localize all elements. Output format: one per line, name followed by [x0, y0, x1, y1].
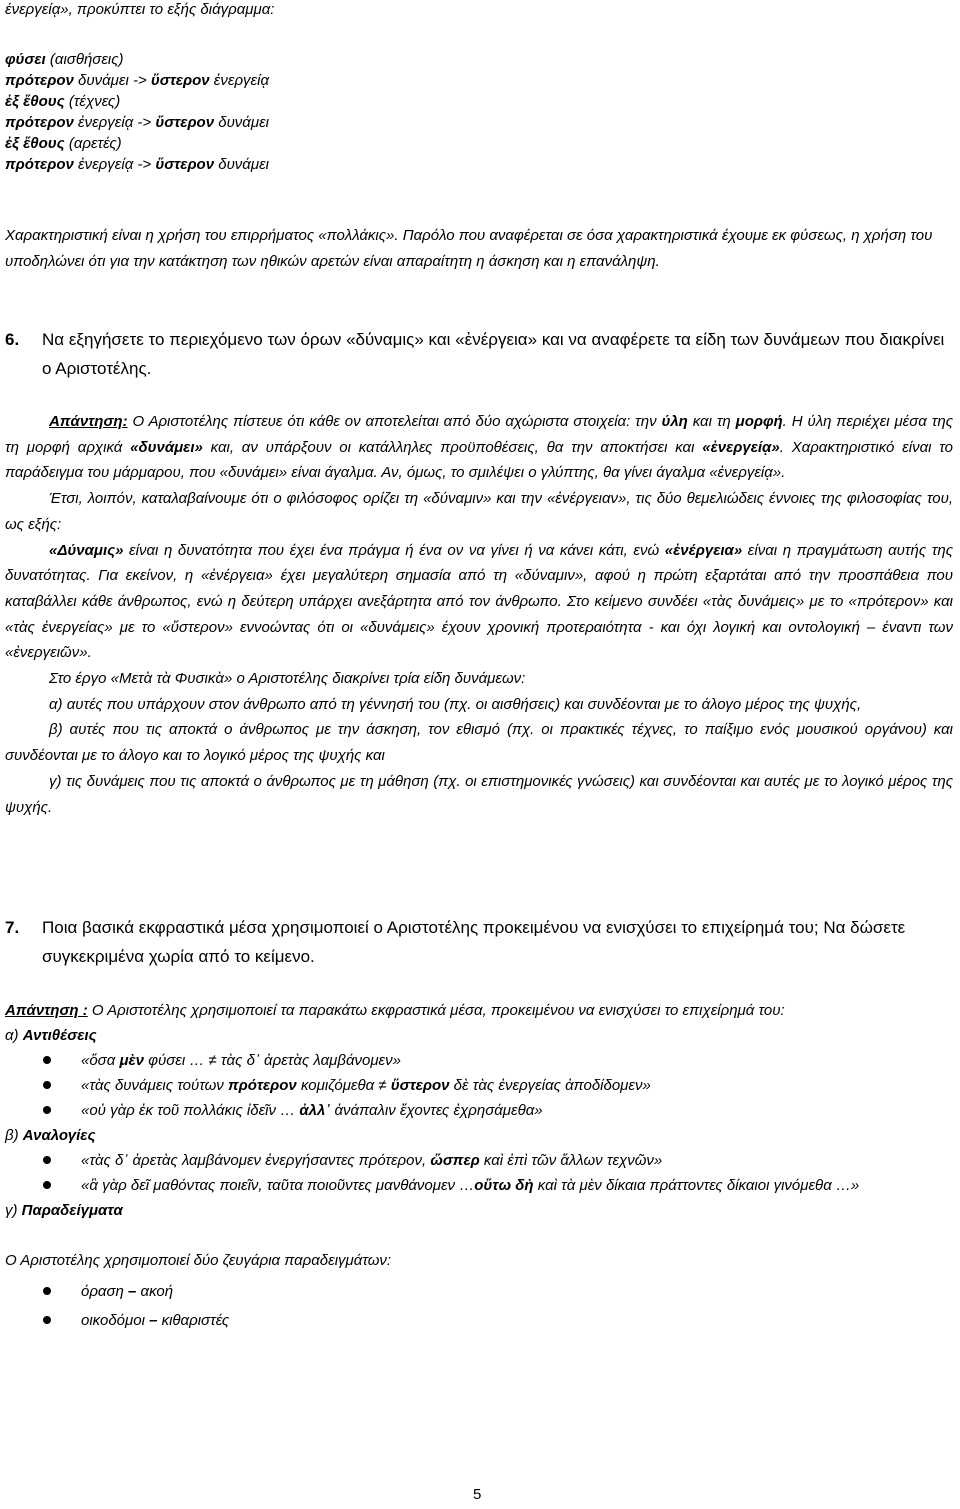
- item-text: δὲ τὰς ἐνεργείας ἀποδίδομεν»: [449, 1077, 651, 1094]
- list-item: [5, 1073, 953, 1098]
- section-prefix: α): [5, 1027, 23, 1044]
- diagram-row: [5, 133, 269, 154]
- diagram-text: δυνάμει: [214, 114, 270, 131]
- answer-paragraph: α) αυτές που υπάρχουν στον άνθρωπο από τη γέννησή του (πχ. οι αισθήσεις) και συνδέονται με το άλογο μέρος της ψυχής,: [49, 695, 862, 713]
- diagram: [5, 49, 269, 175]
- item-text: «τὰς δ᾿ ἀρετὰς λαμβάνομεν ἐνεργήσαντες πρότερον,: [81, 1152, 431, 1169]
- diagram-text: δυνάμει: [214, 156, 270, 173]
- diagram-row: [5, 49, 269, 70]
- diagram-row: [5, 91, 269, 112]
- diagram-text: ἐνεργείᾳ ->: [73, 114, 156, 131]
- question-number: 7.: [5, 918, 20, 937]
- question-text: Ποια βασικά εκφραστικά μέσα χρησιμοποιεί ο Αριστοτέλης προκειμένου να ενισχύσει το επιχείρημά του; Να δώσετε συγκεκριμένα χωρία από το κείμενο.: [42, 918, 906, 966]
- diagram-note: (αισθήσεις): [45, 51, 124, 68]
- diagram-term: πρότερον: [5, 156, 74, 173]
- diagram-text: δυνάμει ->: [73, 72, 151, 89]
- answer-paragraph: β) αυτές που τις αποκτά ο άνθρωπος με την άσκηση, τον εθισμό (πχ. οι πρακτικές τέχνες, το παίξιμο ενός μουσικού οργάνου) και συνδέονται με το άλογο και το λογικό μέρος της ψυχής και: [5, 721, 953, 765]
- section-examples: [5, 1198, 953, 1223]
- answer-paragraph: [5, 409, 953, 486]
- term-form: μορφή: [735, 413, 783, 430]
- item-text: οικοδόμοι: [81, 1312, 150, 1329]
- bullet-icon: [43, 1181, 51, 1189]
- section-analogies: [5, 1123, 953, 1148]
- diagram-text: ἐνεργείᾳ: [209, 72, 270, 89]
- diagram-row: [5, 154, 269, 175]
- diagram-note: (τέχνες): [64, 93, 121, 110]
- intro-line: ένεργείᾳ», προκύπτει το εξής διάγραμμα:: [5, 1, 275, 18]
- question-7: [5, 913, 952, 971]
- section-title: Αντιθέσεις: [22, 1027, 97, 1044]
- question-text: Να εξηγήσετε το περιεχόμενο των όρων «δύναμις» και «ἐνέργεια» και να αναφέρετε τα είδη των δυνάμεων που διακρίνει ο Αριστοτέλης.: [42, 330, 945, 378]
- section-title: Παραδείγματα: [21, 1202, 123, 1219]
- diagram-note: (αρετές): [64, 135, 122, 152]
- item-text: κιθαριστές: [157, 1312, 230, 1329]
- bullet-icon: [43, 1081, 51, 1089]
- answer-6: [5, 409, 953, 820]
- examples-intro: Ο Αριστοτέλης χρησιμοποιεί δύο ζευγάρια παραδειγμάτων:: [5, 1252, 392, 1269]
- answer-text: Ο Αριστοτέλης χρησιμοποιεί τα παρακάτω εκφραστικά μέσα, προκειμένου να ενισχύσει το επιχείρημά του:: [87, 1002, 785, 1019]
- diagram-term: ἐξ ἔθους: [5, 135, 65, 152]
- analogies-list: [5, 1148, 953, 1198]
- answer-7: [5, 998, 953, 1335]
- item-text: κομιζόμεθα ≠: [296, 1077, 391, 1094]
- page-number: 5: [473, 1486, 482, 1503]
- term-matter: ύλη: [661, 413, 688, 430]
- item-text: «ὅσα: [81, 1052, 120, 1069]
- answer-text: είναι η πραγμάτωση αυτής της δυνατότητας. Για εκείνον, η «ἐνέργεια» έχει μεγαλύτερη σημασία από τη «δύναμιν», αφού η πρώτη εξαρτάται από την προσπάθεια που καταβάλλει κάθε άνθρωπος, ενώ η δεύτερη υπάρχει ανεξάρτητα από τον άνθρωπο. Στο κείμενο συνδέει «τὰς δυνάμεις» με το «πρότερον» και «τὰς ἐνεργείας» με το «ὕστερον» εννοώντας ότι οι «δυνάμεις» έχουν χρονική προτεραιότητα - και όχι λογική και οντολογική – έναντι των «ἐνεργειῶν».: [5, 541, 953, 662]
- item-emphasis: ὥσπερ: [430, 1152, 480, 1169]
- answer-paragraph: Έτσι, λοιπόν, καταλαβαίνουμε ότι ο φιλόσοφος ορίζει τη «δύναμιν» και την «ἐνέργειαν», τις δύο θεμελιώδεις έννοιες της φιλοσοφίας του, ως εξής:: [5, 490, 953, 533]
- term-energeia: «ἐνέργεια»: [664, 541, 743, 559]
- bullet-icon: [43, 1316, 51, 1324]
- item-emphasis: ἀλλ᾿: [299, 1102, 331, 1119]
- answer-label: Απάντηση:: [49, 413, 128, 430]
- answer-text: και, αν υπάρξουν οι κατάλληλες προϋποθέσεις, θα την αποκτήσει και: [202, 438, 703, 456]
- section-title: Αναλογίες: [22, 1127, 96, 1144]
- item-text: καὶ ἐπὶ τῶν ἄλλων τεχνῶν»: [479, 1152, 663, 1169]
- answer-paragraph: Στο έργο «Μετὰ τὰ Φυσικὰ» ο Αριστοτέλης διακρίνει τρία είδη δυνάμεων:: [49, 670, 526, 688]
- diagram-term: ὕστερον: [155, 156, 215, 173]
- diagram-row: [5, 112, 269, 133]
- list-item: [5, 1277, 953, 1306]
- answer-paragraph: [5, 538, 953, 667]
- item-emphasis: οὕτω δὴ: [474, 1177, 534, 1194]
- bullet-icon: [43, 1056, 51, 1064]
- question-6: [5, 325, 952, 383]
- diagram-term: ὕστερον: [150, 72, 210, 89]
- answer-intro: [5, 998, 953, 1023]
- diagram-text: ἐνεργείᾳ ->: [73, 156, 156, 173]
- item-text: φύσει … ≠ τὰς δ᾿ ἀρετὰς λαμβάνομεν»: [144, 1052, 401, 1069]
- diagram-term: ἐξ ἔθους: [5, 93, 65, 110]
- list-item: [5, 1098, 953, 1123]
- answer-text: . Χαρακτηριστικό είναι το παράδειγμα του μάρμαρου, που «δυνάμει» είναι άγαλμα. Αν, όμως, το σμιλέψει ο γλύπτης, θα γίνει άγαλμα «ἐνεργείᾳ».: [5, 438, 953, 482]
- antitheses-list: [5, 1048, 953, 1123]
- list-item: [5, 1148, 953, 1173]
- item-emphasis: μὲν: [119, 1052, 145, 1069]
- item-emphasis: –: [128, 1283, 137, 1300]
- diagram-term: πρότερον: [5, 72, 74, 89]
- item-emphasis: πρότερον: [227, 1077, 297, 1094]
- section-prefix: β): [5, 1127, 23, 1144]
- list-item: [5, 1048, 953, 1073]
- answer-label: Απάντηση :: [5, 1002, 88, 1019]
- bullet-icon: [43, 1156, 51, 1164]
- diagram-row: [5, 70, 269, 91]
- list-item: [5, 1306, 953, 1335]
- diagram-term: φύσει: [5, 51, 46, 68]
- item-emphasis: –: [149, 1312, 158, 1329]
- item-emphasis: ὕστερον: [390, 1077, 450, 1094]
- term-dynamei: «δυνάμει»: [130, 438, 203, 456]
- list-item: [5, 1173, 953, 1198]
- section-prefix: γ): [5, 1202, 22, 1219]
- item-text: ἀνάπαλιν ἔχοντες ἐχρησάμεθα»: [330, 1102, 543, 1119]
- section-antitheses: [5, 1023, 953, 1048]
- question-number: 6.: [5, 330, 20, 349]
- bullet-icon: [43, 1106, 51, 1114]
- answer-text: και τη: [687, 413, 736, 430]
- item-text: «τὰς δυνάμεις τούτων: [81, 1077, 228, 1094]
- answer-text: Ο Αριστοτέλης πίστευε ότι κάθε ον αποτελείται από δύο αχώριστα στοιχεία: την: [127, 413, 662, 430]
- term-dynamis: «Δύναμις»: [49, 541, 124, 559]
- item-text: ακοή: [136, 1283, 174, 1300]
- item-text: «ἃ γὰρ δεῖ μαθόντας ποιεῖν, ταῦτα ποιοῦντες μανθάνομεν …: [81, 1177, 475, 1194]
- item-text: καὶ τὰ μὲν δίκαια πράττοντες δίκαιοι γινόμεθα …»: [533, 1177, 860, 1194]
- bullet-icon: [43, 1287, 51, 1295]
- diagram-term: πρότερον: [5, 114, 74, 131]
- answer-text: είναι η δυνατότητα που έχει ένα πράγμα ή ένα ον να γίνει ή να κάνει κάτι, ενώ: [123, 541, 665, 559]
- examples-list: [5, 1277, 953, 1335]
- diagram-term: ὕστερον: [155, 114, 215, 131]
- item-text: «οὐ γὰρ ἐκ τοῦ πολλάκις ἰδεῖν …: [81, 1102, 300, 1119]
- term-energeia: «ἐνεργείᾳ»: [702, 438, 780, 456]
- characteristic-paragraph: Χαρακτηριστική είναι η χρήση του επιρρήματος «πολλάκις». Παρόλο που αναφέρεται σε όσα χαρακτηριστικά έχουμε εκ φύσεως, η χρήση του υποδηλώνει ότι για την κατάκτηση των ηθικών αρετών είναι απαραίτητη η άσκηση και η επανάληψη.: [5, 227, 933, 270]
- answer-text: . Η ύλη περιέχει μέσα της τη μορφή αρχικά: [5, 413, 953, 456]
- answer-paragraph: γ) τις δυνάμεις που τις αποκτά ο άνθρωπος με τη μάθηση (πχ. οι επιστημονικές γνώσεις) και συνδέονται και αυτές με το λογικό μέρος της ψυχής.: [5, 772, 953, 816]
- item-text: όραση: [81, 1283, 129, 1300]
